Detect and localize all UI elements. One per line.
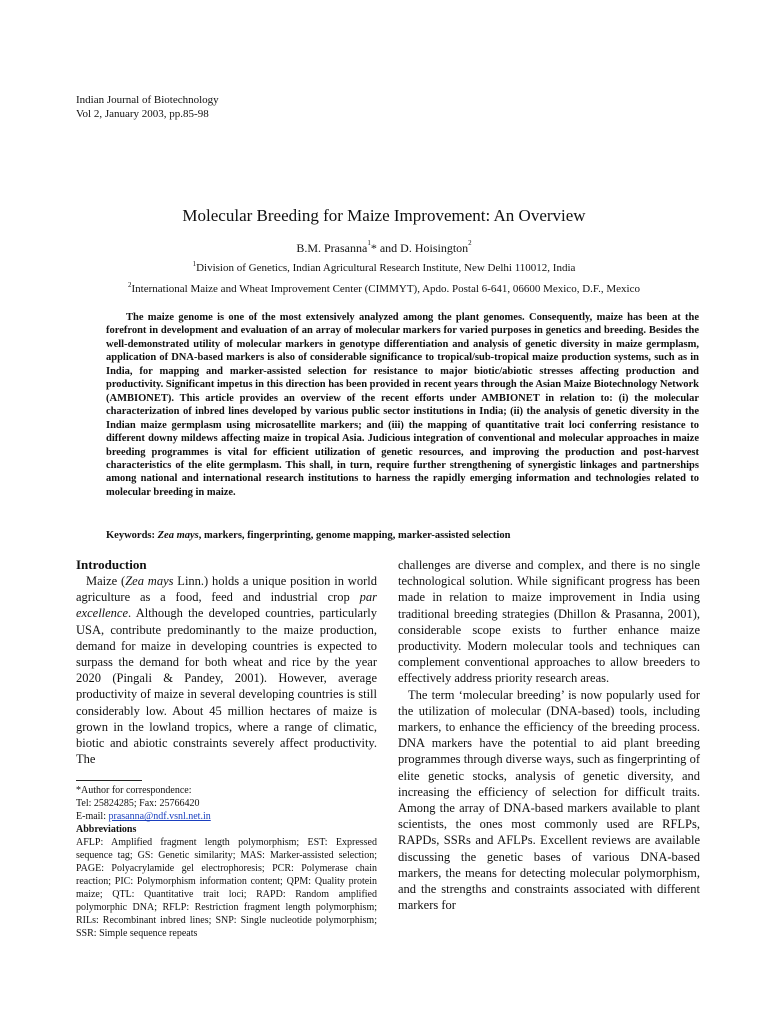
author-2-affiliation-mark: 2 (468, 239, 472, 247)
left-column (76, 557, 377, 940)
author-line (0, 241, 768, 256)
footnote-phone: Tel: 25824285; Fax: 25766420 (76, 798, 200, 810)
affiliation-2-mark: 2 (128, 281, 132, 289)
author-2: D. Hoisington (400, 241, 469, 255)
intro-text-c: . Although the developed countries, particularly USA, contribute predominantly to the maize production, demand for maize in developing countries is expected to surpass the demand for both wheat and rice by the year 2020 (Pingali & Pandey, 2001). However, average productivity of maize in several developing countries is still considerably low. About 45 million hectares of maize is grown in the lowland tropics, where a range of climatic, biotic and abiotic constraints severely affect productivity. The (76, 606, 377, 767)
abbreviations-heading: Abbreviations (76, 824, 137, 836)
corresponding-mark: * (370, 241, 377, 255)
footnote-author: *Author for correspondence: (76, 785, 192, 797)
footnote-email-line (76, 810, 377, 823)
intro-species: Zea mays (125, 574, 174, 588)
intro-text-b: Linn.) holds a unique position in world agriculture as a food, feed and industrial crop (76, 574, 377, 605)
journal-citation (76, 93, 219, 121)
footnote-divider (76, 780, 142, 781)
journal-issue: Vol 2, January 2003, pp.85-98 (76, 108, 209, 120)
keywords-label: Keywords: (106, 530, 158, 541)
paper-title: Molecular Breeding for Maize Improvement: An Overview (182, 206, 586, 225)
author-1: B.M. Prasanna (296, 241, 368, 255)
right-column (398, 557, 700, 913)
email-label: E-mail: (76, 811, 109, 823)
affiliation-2-text: International Maize and Wheat Improvement Center (CIMMYT), Apdo. Postal 6-641, 06600 Mexico, D.F., Mexico (131, 283, 640, 295)
abstract: The maize genome is one of the most extensively analyzed among the plant genomes. Consequently, maize has been at the forefront in development and evaluation of an array of molecular markers for varied purposes in genetics and breeding. Besides the well-demonstrated utility of molecular markers in genotype differentiation and analysis of genetic diversity in maize germplasm, application of DNA-based markers is also of considerable significance to tropical/sub-tropical maize production systems, such as in India, for mapping and marker-assisted selection for resistance to major biotic/abiotic stresses affecting production and productivity. Significant impetus in this direction has been provided in recent years through the Asian Maize Biotechnology Network (AMBIONET). This article provides an overview of the recent efforts under AMBIONET in relation to: (i) the molecular characterization of inbred lines developed by various public sector institutions in India; (ii) the analysis of genetic diversity in the Indian maize germplasm using microsatellite markers; and (iii) the mapping of quantitative trait loci conferring resistance to different downy mildews affecting maize in tropical Asia. Judicious integration of conventional and molecular approaches in maize breeding programmes is vital for efficient utilization of genetic resources, and improving the production and post-harvest characteristics of the elite germplasm. This shall, in turn, require further strengthening of synergistic linkages and partnerships among national and international research institutions to harness the rapidly emerging information and technologies related to molecular breeding in maize. (106, 312, 699, 498)
author-conjunction: and (376, 241, 401, 255)
journal-name: Indian Journal of Biotechnology (76, 94, 219, 106)
affiliation-1-text: Division of Genetics, Indian Agricultural Research Institute, New Delhi 110012, India (196, 262, 576, 274)
keywords-list: , markers, fingerprinting, genome mapping, marker-assisted selection (198, 530, 511, 541)
introduction-paragraph-1 (76, 573, 377, 767)
right-paragraph-1: challenges are diverse and complex, and there is no single technological solution. While significant progress has been made in relation to maize improvement in India using traditional breeding strategies (Dhillon & Prasanna, 2001), considerable scope exists to further enhance maize productivity. Modern molecular tools and techniques can complement conventional approaches to allow breeders to effectively address priority research areas. (398, 558, 700, 686)
abbreviations-text: AFLP: Amplified fragment length polymorphism; EST: Expressed sequence tag; GS: Genetic similarity; MAS: Marker-assisted selection; PAGE: Polyacrylamide gel electrophoresis; PCR: Polymerase chain reaction; PIC: Polymorphism information content; QPM: Quality protein maize; QTL: Quantitative trait loci; RAPD: Random amplified polymorphic DNA; RFLP: Restriction fragment length polymorphism; RILs: Recombinant inbred lines; SNP: Single nucleotide polymorphism; SSR: Simple sequence repeats (76, 837, 377, 940)
right-paragraph-2: The term ‘molecular breeding’ is now popularly used for the utilization of molecular (DNA-based) tools, including markers, to enhance the efficiency of the breeding process. DNA markers have the potential to aid plant breeding programmes through diverse ways, such as fingerprinting of elite genetic stocks, analysis of genetic diversity, and increasing the efficiency of selection for difficult traits. Among the array of DNA-based markers available to plant scientists, the ones most commonly used are RFLPs, RAPDs, SSRs and AFLPs. Excellent reviews are available discussing the genetic bases of various DNA-based markers, the means for detecting molecular polymorphism, and the strengths and constraints associated with different markers for (398, 687, 700, 913)
introduction-heading: Introduction (76, 557, 147, 572)
email-link[interactable]: prasanna@ndf.vsnl.net.in (108, 811, 211, 823)
keywords (106, 529, 706, 542)
intro-italic: par excellence (76, 590, 377, 621)
intro-text-a: Maize ( (86, 574, 126, 588)
affiliation-1 (0, 262, 768, 274)
author-1-affiliation-mark: 1 (367, 239, 371, 247)
affiliation-2 (0, 283, 768, 295)
affiliation-1-mark: 1 (192, 260, 197, 268)
keywords-species: Zea mays (157, 530, 199, 541)
